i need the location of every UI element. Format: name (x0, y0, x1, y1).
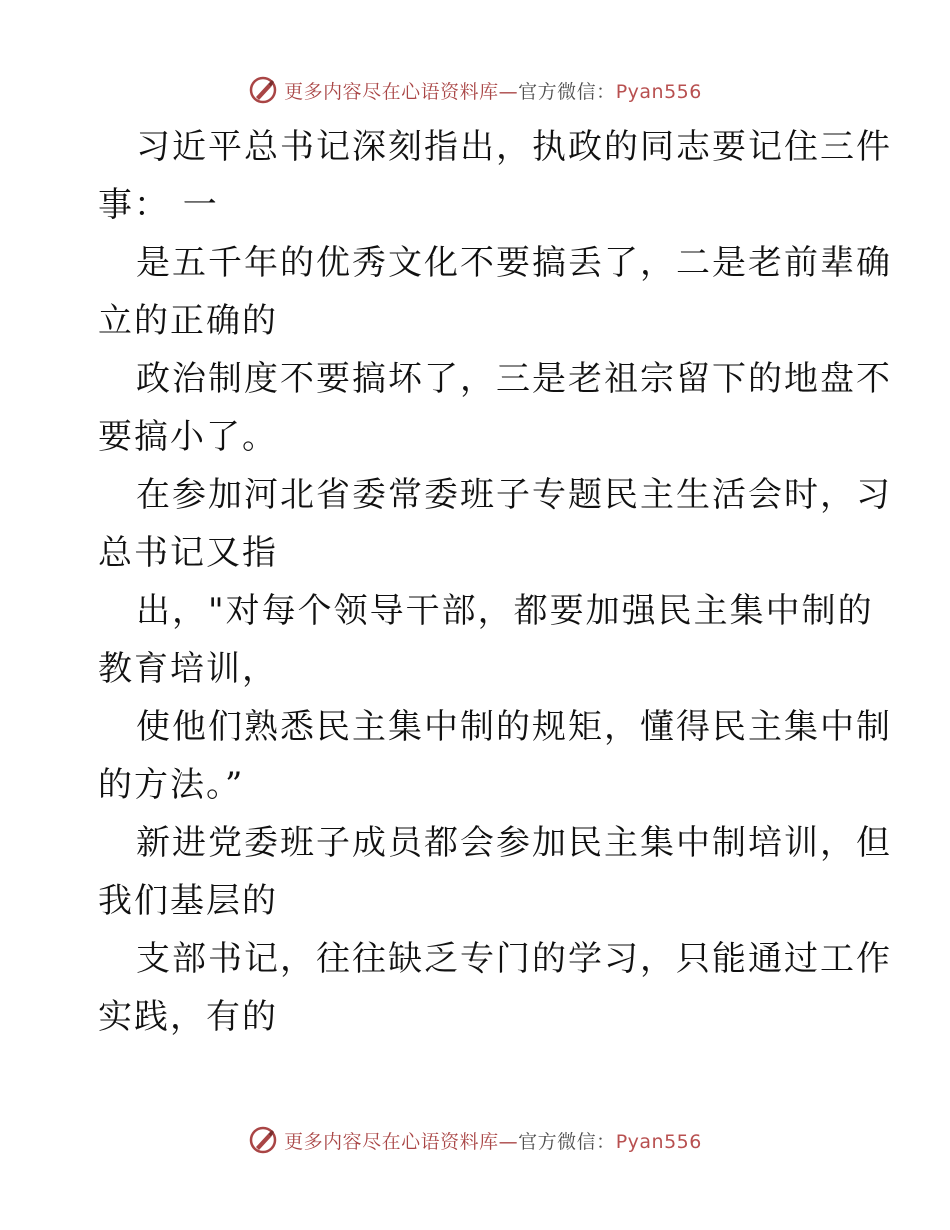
watermark-text (284, 77, 702, 104)
text-line: 是五千年的优秀文化不要搞丢了，二是老前辈确 (136, 243, 892, 283)
watermark-account: Pyan556 (615, 80, 702, 103)
watermark-dash: — (498, 80, 519, 103)
text-line: 教育培训， (98, 649, 278, 689)
text-line: 出，"对每个领导干部，都要加强民主集中制的 (136, 591, 874, 631)
text-line: 习近平总书记深刻指出，执政的同志要记住三件 (136, 127, 892, 167)
watermark-brand: 更多内容尽在心语资料库 (284, 80, 499, 103)
watermark-official: 官方微信： (518, 80, 616, 103)
watermark-brand: 更多内容尽在心语资料库 (284, 1130, 499, 1153)
header-watermark (0, 70, 950, 110)
text-line: 总书记又指 (98, 533, 278, 573)
text-line: 新进党委班子成员都会参加民主集中制培训，但 (136, 823, 892, 863)
text-line: 的方法。” (98, 765, 245, 805)
watermark-text (284, 1127, 702, 1154)
text-line: 政治制度不要搞坏了，三是老祖宗留下的地盘不 (136, 359, 892, 399)
watermark-dash: — (498, 1130, 519, 1153)
text-line: 支部书记，往往缺乏专门的学习，只能通过工作 (136, 939, 892, 979)
text-line: 实践，有的 (98, 997, 278, 1037)
text-line: 立的正确的 (98, 301, 278, 341)
watermark-account: Pyan556 (615, 1130, 702, 1153)
pen-logo-icon (248, 75, 278, 105)
text-line: 在参加河北省委常委班子专题民主生活会时，习 (136, 475, 892, 515)
text-line: 我们基层的 (98, 881, 278, 921)
text-line: 使他们熟悉民主集中制的规矩，懂得民主集中制 (136, 707, 892, 747)
footer-watermark (0, 1120, 950, 1160)
watermark-official: 官方微信： (518, 1130, 616, 1153)
document-body (98, 118, 892, 1046)
text-line: 要搞小了。 (98, 417, 278, 457)
pen-logo-icon (248, 1125, 278, 1155)
text-line: 事： 一 (98, 185, 219, 225)
